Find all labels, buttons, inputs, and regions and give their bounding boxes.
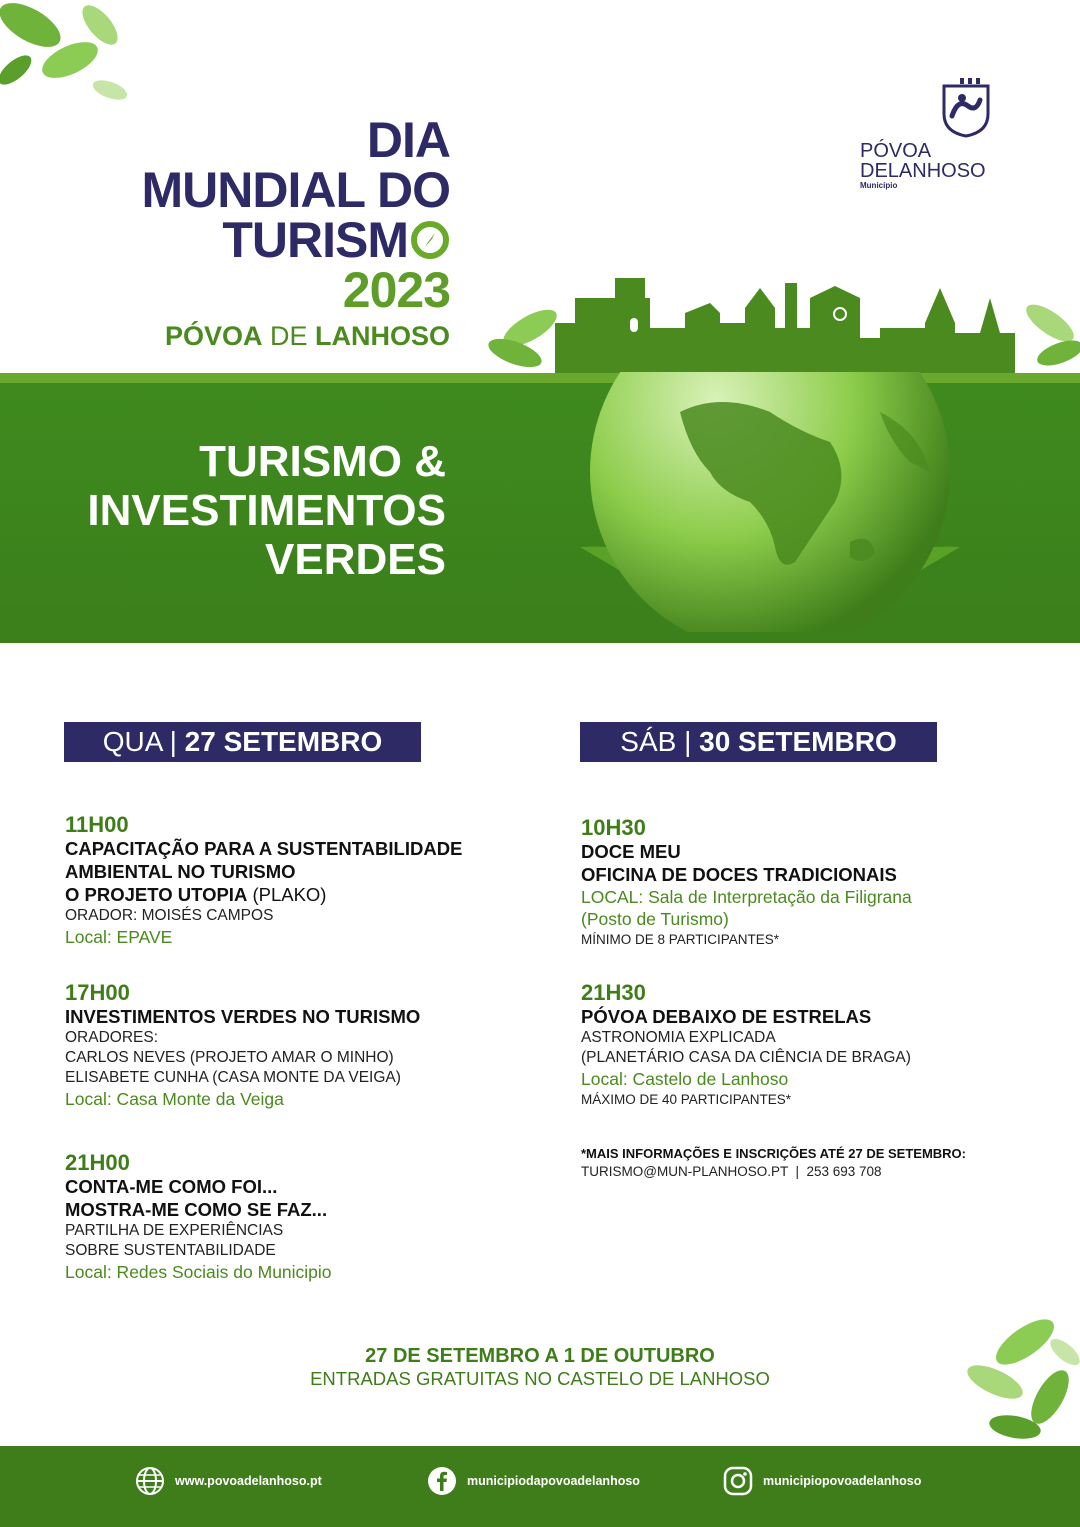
event-title-1: CAPACITAÇÃO PARA A SUSTENTABILIDADE: [65, 838, 463, 859]
info-contact: TURISMO@MUN-PLANHOSO.PT | 253 693 708: [581, 1164, 882, 1179]
event-time: 11H00: [65, 812, 129, 837]
event-speaker-2: ELISABETE CUNHA (CASA MONTE DA VEIGA): [65, 1069, 401, 1086]
event-speaker-1: CARLOS NEVES (PROJETO AMAR O MINHO): [65, 1049, 394, 1066]
event-title-2: MOSTRA-ME COMO SE FAZ...: [65, 1199, 328, 1220]
day-1-date: 27 SETEMBRO: [184, 726, 383, 757]
event-title-1: PÓVOA DEBAIXO DE ESTRELAS: [581, 1006, 872, 1027]
closing-free-entry: ENTRADAS GRATUITAS NO CASTELO DE LANHOSO: [310, 1368, 770, 1389]
event-day2-2: [581, 981, 911, 1109]
website-text: www.povoadelanhoso.pt: [175, 1474, 322, 1488]
day-1-label: [64, 722, 421, 762]
website-link[interactable]: [135, 1466, 322, 1496]
title-place: [165, 323, 450, 350]
event-speakers-label: ORADORES:: [65, 1029, 159, 1046]
event-detail-2: SOBRE SUSTENTABILIDADE: [65, 1242, 276, 1259]
event-location: Local: Casa Monte da Veiga: [65, 1089, 284, 1109]
title-line-1: DIA: [366, 112, 450, 168]
title-place-bold-2: LANHOSO: [315, 321, 450, 351]
event-title-2: AMBIENTAL NO TURISMO: [65, 861, 296, 882]
event-title-1: CONTA-ME COMO FOI...: [65, 1176, 278, 1197]
leaves-top-left-decoration: [0, 0, 140, 110]
day-2-label: [580, 722, 937, 762]
event-time: 10H30: [581, 815, 646, 840]
event-location: Local: EPAVE: [65, 927, 173, 947]
event-location-2: (Posto de Turismo): [581, 909, 729, 929]
day-2-date: 30 SETEMBRO: [699, 726, 897, 757]
green-globe-illustration: [570, 372, 970, 632]
event-title-2: OFICINA DE DOCES TRADICIONAIS: [581, 864, 897, 885]
event-time: 21H30: [581, 980, 646, 1005]
facebook-link[interactable]: [427, 1466, 640, 1496]
municipality-logo-icon: [940, 76, 992, 138]
event-day2-1: [581, 816, 912, 949]
event-time: 17H00: [65, 980, 130, 1005]
closing-dates: 27 DE SETEMBRO A 1 DE OUTUBRO: [365, 1345, 715, 1367]
title-year: 2023: [342, 262, 450, 318]
event-location-1: LOCAL: Sala de Interpretação da Filigrana: [581, 887, 912, 907]
event-title-1: INVESTIMENTOS VERDES NO TURISMO: [65, 1006, 421, 1027]
title-line-3-text: TURISM: [222, 212, 408, 268]
info-block: [581, 1145, 966, 1181]
facebook-icon: [427, 1466, 457, 1496]
event-title-3-light: (PLAKO): [247, 884, 327, 905]
event-speaker: ORADOR: MOISÉS CAMPOS: [65, 907, 274, 924]
event-detail-1: ASTRONOMIA EXPLICADA: [581, 1029, 776, 1046]
event-note: MÍNIMO DE 8 PARTICIPANTES*: [581, 932, 780, 947]
event-title-3: [65, 883, 462, 906]
title-place-light: DE: [262, 321, 315, 351]
event-day1-1: [65, 813, 462, 948]
facebook-text: municipiodapovoadelanhoso: [467, 1474, 640, 1488]
logo-text: [860, 141, 986, 191]
theme-line-1: TURISMO &: [199, 437, 446, 486]
instagram-link[interactable]: [723, 1466, 921, 1496]
event-day1-3: [65, 1151, 332, 1283]
event-day1-2: [65, 981, 420, 1110]
logo-line-1: PÓVOA: [860, 140, 932, 162]
event-detail-1: PARTILHA DE EXPERIÊNCIAS: [65, 1222, 284, 1239]
event-location: Local: Castelo de Lanhoso: [581, 1069, 789, 1089]
instagram-text: municipiopovoadelanhoso: [763, 1474, 922, 1488]
logo-line-2-light: DE: [860, 160, 888, 182]
event-title-3-bold: O PROJETO UTOPIA: [65, 884, 248, 905]
day-1-weekday: QUA |: [102, 726, 185, 757]
title-line-2: MUNDIAL DO: [141, 162, 450, 218]
event-note: MÁXIMO DE 40 PARTICIPANTES*: [581, 1092, 792, 1107]
logo-line-3: Município: [860, 181, 898, 190]
compass-icon: [410, 220, 450, 260]
theme-line-2: INVESTIMENTOS: [87, 486, 446, 535]
title-line-3: [222, 212, 450, 268]
event-detail-2: (PLANETÁRIO CASA DA CIÊNCIA DE BRAGA): [581, 1049, 911, 1066]
logo-line-2: [860, 161, 986, 181]
logo-line-2-bold: LANHOSO: [887, 160, 986, 182]
info-title: *MAIS INFORMAÇÕES E INSCRIÇÕES ATÉ 27 DE SETEMBRO:: [581, 1146, 966, 1161]
event-time: 21H00: [65, 1150, 130, 1175]
title-place-bold-1: PÓVOA: [164, 321, 263, 351]
theme-line-3: VERDES: [265, 535, 446, 584]
instagram-icon: [723, 1466, 753, 1496]
event-location: Local: Redes Sociais do Municipio: [65, 1262, 332, 1282]
day-2-weekday: SÁB |: [620, 726, 700, 757]
globe-icon: [135, 1466, 165, 1496]
event-title-1: DOCE MEU: [581, 841, 681, 862]
town-skyline-illustration: [485, 268, 1080, 376]
